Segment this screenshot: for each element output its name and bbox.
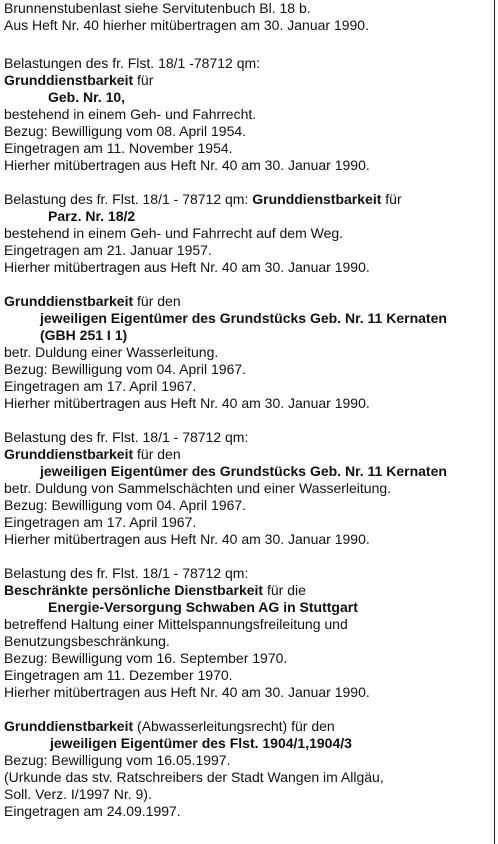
entry-text-line: betr. Duldung einer Wasserleitung. (4, 344, 219, 360)
entry-title: Grunddienstbarkeit (4, 293, 134, 309)
entry-text-line: Bezug: Bewilligung vom 04. April 1967. (4, 361, 247, 377)
entry-text-line: Hierher mitübertragen aus Heft Nr. 40 am 30. Januar 1990. (4, 684, 370, 700)
entry-title-suffix: für den (133, 293, 181, 309)
entry-text-line: Hierher mitübertragen aus Heft Nr. 40 am 30. Januar 1990. (4, 395, 370, 411)
entry-text-line: Aus Heft Nr. 40 hierher mitübertragen am 30. Januar 1990. (4, 17, 369, 33)
entry-text-line: Bezug: Bewilligung vom 04. April 1967. (4, 497, 247, 513)
entry-beneficiary: jeweiligen Eigentümer des Grundstücks Geb. Nr. 11 Kernaten (40, 310, 447, 326)
entry-title-suffix: für den (133, 446, 181, 462)
entry-text-line: bestehend in einem Geh- und Fahrrecht auf dem Weg. (4, 225, 344, 241)
entry-text-line: Soll. Verz. I/1997 Nr. 9). (4, 786, 152, 802)
entry-beneficiary: jeweiligen Eigentümer des Grundstücks Geb. Nr. 11 Kernaten (40, 463, 447, 479)
entry-text-line: Eingetragen am 24.09.1997. (4, 803, 181, 819)
entry-text-line: Hierher mitübertragen aus Heft Nr. 40 am 30. Januar 1990. (4, 531, 370, 547)
entry-title-suffix: für (381, 191, 402, 207)
entry-beneficiary-reference: (GBH 251 I 1) (40, 327, 128, 343)
entry-text-line: Eingetragen am 21. Januar 1957. (4, 242, 212, 258)
entry-text-line: (Urkunde das stv. Ratschreibers der Stadt Wangen im Allgäu, (4, 769, 384, 785)
entry-title: Grunddienstbarkeit (252, 191, 382, 207)
entry-beneficiary: Energie-Versorgung Schwaben AG in Stuttgart (48, 599, 358, 615)
entry-text-line: betreffend Haltung einer Mittelspannungsfreileitung und (4, 616, 348, 632)
entry-text-line: betr. Duldung von Sammelschächten und einer Wasserleitung. (4, 480, 392, 496)
entry-intro: Belastung des fr. Flst. 18/1 - 78712 qm: (4, 191, 253, 207)
entry-text-line: Bezug: Bewilligung vom 16.05.1997. (4, 752, 231, 768)
entry-title-line (4, 446, 181, 463)
entry-text-line: Hierher mitübertragen aus Heft Nr. 40 am 30. Januar 1990. (4, 259, 370, 275)
entry-text-line: Brunnenstubenlast siehe Servitutenbuch Bl. 18 b. (4, 0, 311, 16)
entry-title-line (4, 72, 153, 89)
entry-intro: Belastung des fr. Flst. 18/1 - 78712 qm: (4, 429, 249, 445)
entry-text-line: Benutzungsbeschränkung. (4, 633, 170, 649)
entry-title-suffix: für (133, 72, 154, 88)
entry-title-line (4, 293, 181, 310)
entry-beneficiary: Parz. Nr. 18/2 (48, 208, 136, 224)
entry-text-line: Eingetragen am 17. April 1967. (4, 378, 197, 394)
entry-text-line: Eingetragen am 17. April 1967. (4, 514, 197, 530)
entry-intro: Belastung des fr. Flst. 18/1 - 78712 qm: (4, 565, 249, 581)
entry-title-line (4, 582, 306, 599)
entry-title-suffix: für die (263, 582, 306, 598)
entry-title: Grunddienstbarkeit (4, 446, 134, 462)
entry-title: Grunddienstbarkeit (4, 72, 134, 88)
entry-text-line: bestehend in einem Geh- und Fahrrecht. (4, 106, 257, 122)
right-border-line (494, 0, 495, 844)
entry-title-suffix: (Abwasserleitungsrecht) für den (133, 718, 335, 734)
entry-beneficiary: jeweiligen Eigentümer des Flst. 1904/1,1904/3 (50, 735, 352, 751)
entry-title-line (4, 191, 402, 208)
entry-beneficiary: Geb. Nr. 10, (48, 89, 126, 105)
entry-text-line: Hierher mitübertragen aus Heft Nr. 40 am 30. Januar 1990. (4, 157, 370, 173)
entry-intro: Belastungen des fr. Flst. 18/1 -78712 qm: (4, 55, 261, 71)
entry-text-line: Eingetragen am 11. Dezember 1970. (4, 667, 233, 683)
entry-text-line: Eingetragen am 11. November 1954. (4, 140, 233, 156)
entry-title-line (4, 718, 335, 735)
entry-title: Grunddienstbarkeit (4, 718, 134, 734)
entry-text-line: Bezug: Bewilligung vom 16. September 1970. (4, 650, 288, 666)
entry-title: Beschränkte persönliche Dienstbarkeit (4, 582, 264, 598)
entry-text-line: Bezug: Bewilligung vom 08. April 1954. (4, 123, 247, 139)
